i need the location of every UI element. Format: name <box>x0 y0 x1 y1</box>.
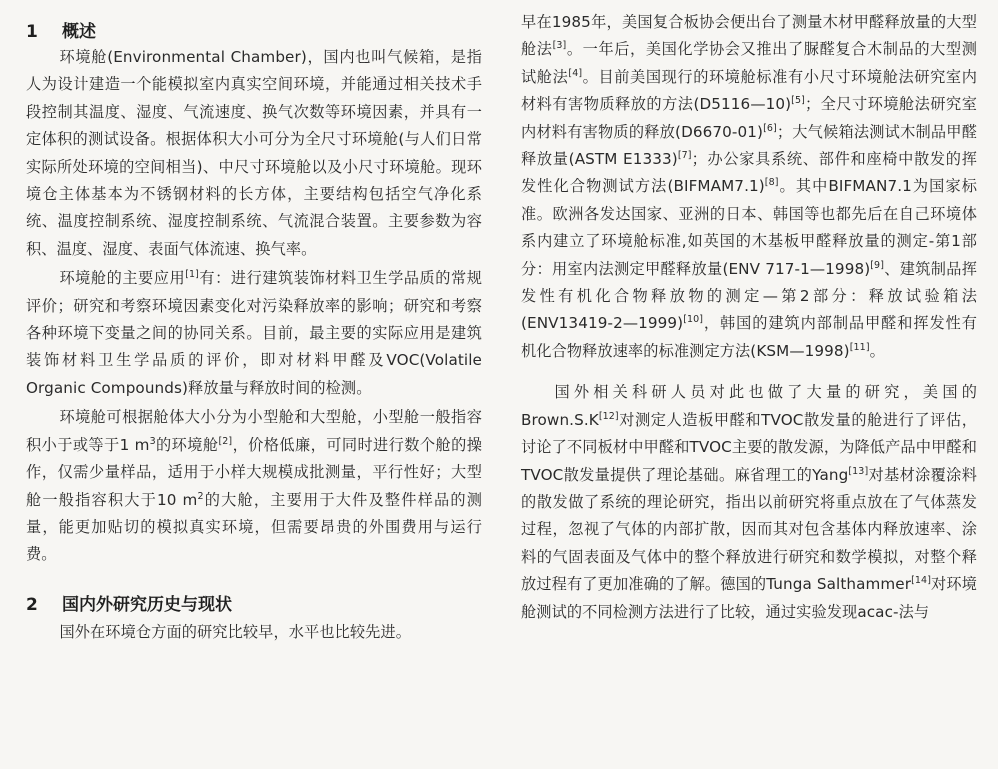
citation-ref: [2] <box>218 435 233 447</box>
text-run: 的环境舱 <box>155 435 219 454</box>
text-run: 对测定人造板甲醛和TVOC散发量的舱进行了评估，讨论了不同板材中甲醛和TVOC主要的散发源，为降低产品中甲醛和TVOC散发量提供了理论基础。麻省理工的Yang <box>521 410 977 484</box>
text-run: 。 <box>869 341 885 360</box>
unit-superscript: 3 <box>149 435 156 447</box>
section-number: 1 <box>26 22 38 42</box>
text-run: 早在1985年，美国复合板协会便出台了测量木材甲醛释放量的大型舱法 <box>521 13 977 59</box>
text-run: 。目前美国现行的环境舱标准有小尺寸环境舱法研究室内材料有害物质释放的方法(D5116—10) <box>521 67 977 114</box>
paragraph-history-intro: 国外在环境仓方面的研究比较早，水平也比较先进。 <box>59 622 412 641</box>
text-run: 对环境舱测试的不同检测方法进行了比较，通过实验发现acac-法与 <box>521 575 977 621</box>
text-run: ；全尺寸环境舱法研究室内材料有害物质的释放(D6670-01) <box>521 95 977 141</box>
text-run: 、建筑制品挥发性有机化合物释放物的测定—第2部分：释放试验箱法(ENV13419-2—1999) <box>521 259 977 333</box>
citation-ref: [3] <box>552 40 567 52</box>
right-column <box>521 0 977 626</box>
citation-ref: [11] <box>849 341 870 353</box>
left-column <box>26 0 482 646</box>
section-title: 概述 <box>62 22 96 42</box>
section-title: 国内外研究历史与现状 <box>62 594 232 615</box>
citation-ref: [4] <box>568 67 583 79</box>
citation-ref: [10] <box>683 314 704 326</box>
section-number: 2 <box>26 594 38 615</box>
text-run: ，韩国的建筑内部制品甲醛和挥发性有机化合物释放速率的标准测定方法(KSM—1998) <box>521 314 977 360</box>
text-run: ；大气候箱法测试木制品甲醛释放量(ASTM E1333) <box>521 122 977 169</box>
paragraph-definition: 环境舱(Environmental Chamber)，国内也叫气候箱，是指人为设计建造一个能模拟室内真实空间环境，并能通过相关技术手段控制其温度、湿度、气流速度、换气次数等环境因素，并具有一定体积的测试设备。根据体积大小可分为全尺寸环境舱(与人们日常实际所处环境的空间相当)、中尺寸环境舱以及小尺寸环境舱。现环境仓主体基本为不锈钢材料的长方体，主要结构包括空气净化系统、温度控制系统、湿度控制系统、气流混合装置。主要参数为容积、温度、湿度、表面气体流速、换气率。 <box>26 48 482 258</box>
text-run: ；办公家具系统、部件和座椅中散发的挥发性化合物测试方法(BIFMAM7.1) <box>521 150 977 196</box>
citation-ref: [12] <box>598 410 619 422</box>
text-run: 的大舱，主要用于大件及整件样品的测量，能更加贴切的模拟真实环境，但需要昂贵的外围费用与运行费。 <box>26 490 482 564</box>
citation-ref: [1] <box>185 269 199 281</box>
citation-ref: [7] <box>677 150 692 162</box>
citation-ref: [5] <box>791 95 805 107</box>
text-run: 对基材涂覆涂料的散发做了系统的理论研究，指出以前研究将重点放在了气体蒸发过程，忽视了气体的内部扩散，因而其对包含基体内释放速率、涂料的气固表面及气体中的整个释放进行研究和数学模拟，对整个释放过程有了更加准确的了解。德国的Tunga Salthammer <box>521 465 977 594</box>
citation-ref: [6] <box>763 122 777 134</box>
text-run: 。一年后，美国化学协会又推出了脲醛复合木制品的大型测试舱法 <box>521 40 977 86</box>
citation-ref: [13] <box>848 465 869 477</box>
text-run: 。其中BIFMAN7.1为国家标准。欧洲各发达国家、亚洲的日本、韩国等也都先后在自己环境体系内建立了环境舱标准,如英国的木基板甲醛释放量的测定-第1部分：用室内法测定甲醛释放量(ENV 717-1—1998) <box>521 177 977 278</box>
unit-superscript: 2 <box>197 490 204 502</box>
paragraph-applications <box>26 265 482 402</box>
section-heading-1 <box>26 20 482 44</box>
paragraph-foreign-research <box>521 379 977 626</box>
paragraph-chamber-types <box>26 404 482 568</box>
text-run: 环境舱可根据舱体大小分为小型舱和大型舱，小型舱一般指容积小于或等于1 m <box>26 408 482 454</box>
text-run: 国外相关科研人员对此也做了大量的研究，美国的Brown.S.K <box>521 383 977 429</box>
citation-ref: [14] <box>911 575 931 587</box>
citation-ref: [9] <box>870 259 885 271</box>
section-heading-2 <box>26 593 482 617</box>
text-run: 环境舱的主要应用 <box>59 269 186 288</box>
text-run: ，价格低廉，可同时进行数个舱的操作，仅需少量样品，适用于小样大规模成批测量，平行性好；大型舱一般指容积大于10 m <box>26 435 482 509</box>
text-run: 有：进行建筑装饰材料卫生学品质的常规评价；研究和考察环境因素变化对污染释放率的影响；研究和考察各种环境下变量之间的协同关系。目前，最主要的实际应用是建筑装饰材料卫生学品质的评价，即对材料甲醛及VOC(Volatile Organic Compounds)释放量与释放时间的检测。 <box>26 269 482 397</box>
citation-ref: [8] <box>764 177 779 189</box>
paragraph-standards <box>521 9 977 365</box>
